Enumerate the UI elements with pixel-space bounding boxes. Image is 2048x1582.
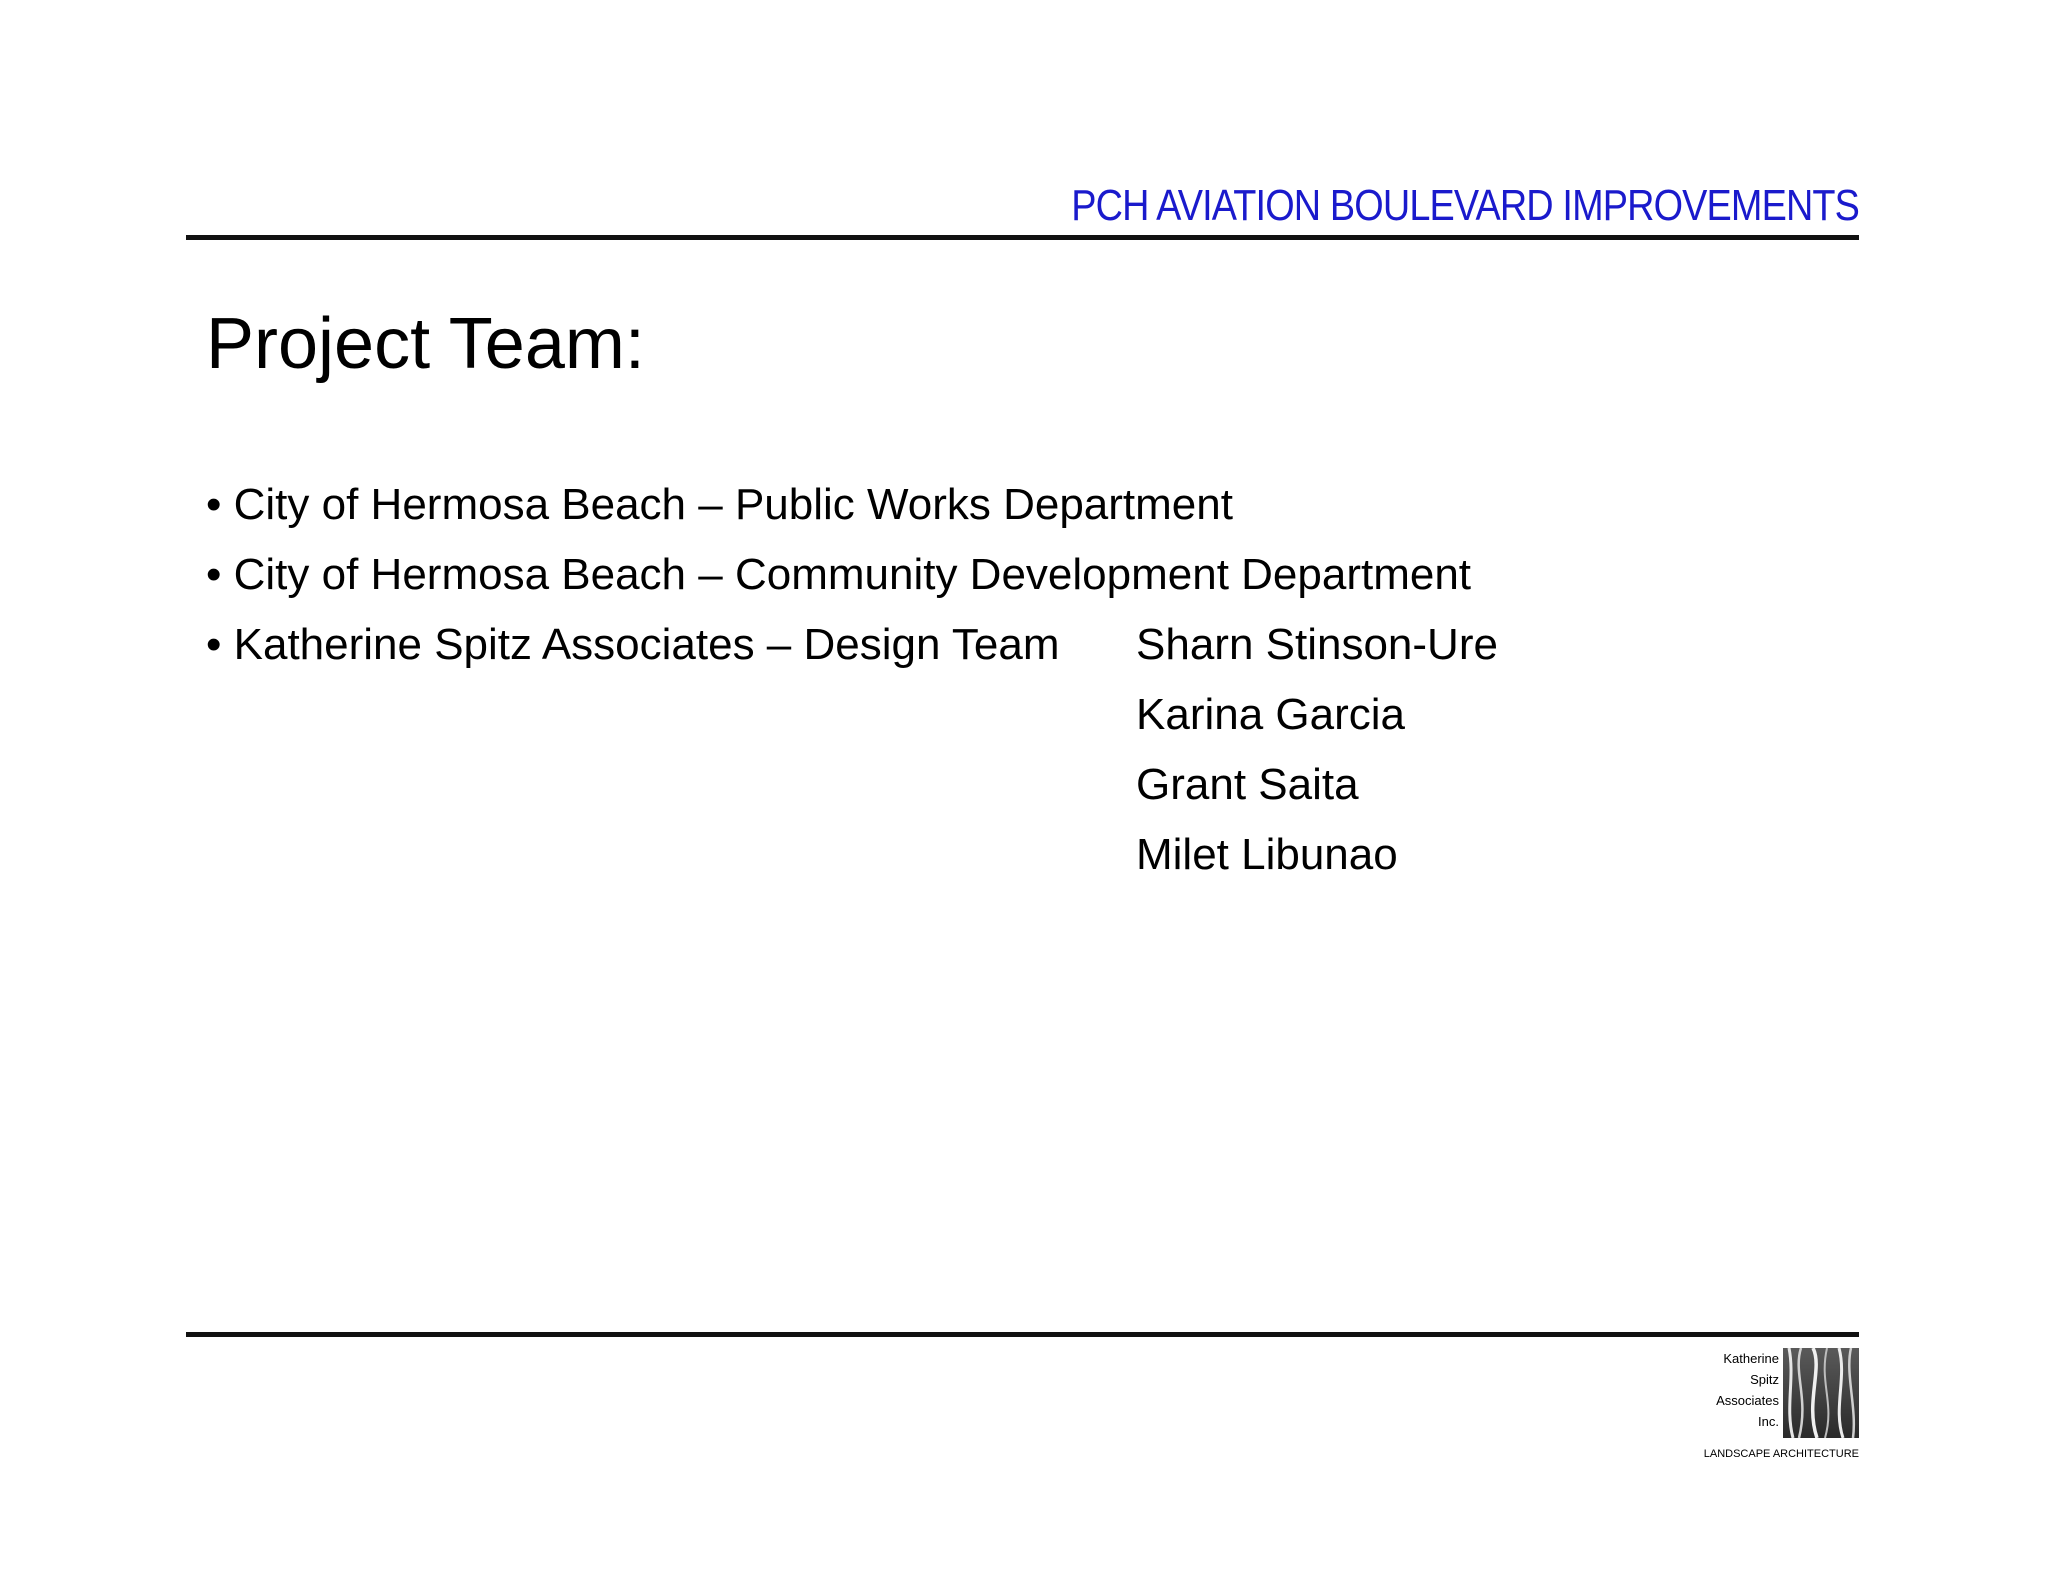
- logo-line: Associates: [1716, 1393, 1779, 1408]
- ksa-logo: [1659, 1348, 1859, 1468]
- footer-divider: [186, 1332, 1859, 1337]
- logo-line: Spitz: [1750, 1372, 1779, 1387]
- team-item-design-team: • Katherine Spitz Associates – Design Team: [206, 620, 1060, 669]
- team-item-public-works: • City of Hermosa Beach – Public Works Department: [206, 480, 1233, 529]
- page-title: Project Team:: [206, 304, 645, 384]
- ksa-logo-mark-icon: [1783, 1348, 1859, 1438]
- header-divider: [186, 235, 1859, 240]
- member-name: Grant Saita: [1136, 760, 1359, 809]
- logo-line: Inc.: [1758, 1414, 1779, 1429]
- header-title: PCH AVIATION BOULEVARD IMPROVEMENTS: [1071, 181, 1859, 230]
- logo-wordmark: [1716, 1348, 1779, 1432]
- logo-line: Katherine: [1723, 1351, 1779, 1366]
- design-team-members: [1136, 610, 1498, 890]
- member-name: Karina Garcia: [1136, 690, 1406, 739]
- member-name: Sharn Stinson-Ure: [1136, 620, 1498, 669]
- member-name: Milet Libunao: [1136, 830, 1398, 879]
- logo-tagline: LANDSCAPE ARCHITECTURE: [1703, 1448, 1859, 1460]
- team-item-community-development: • City of Hermosa Beach – Community Development Department: [206, 550, 1472, 599]
